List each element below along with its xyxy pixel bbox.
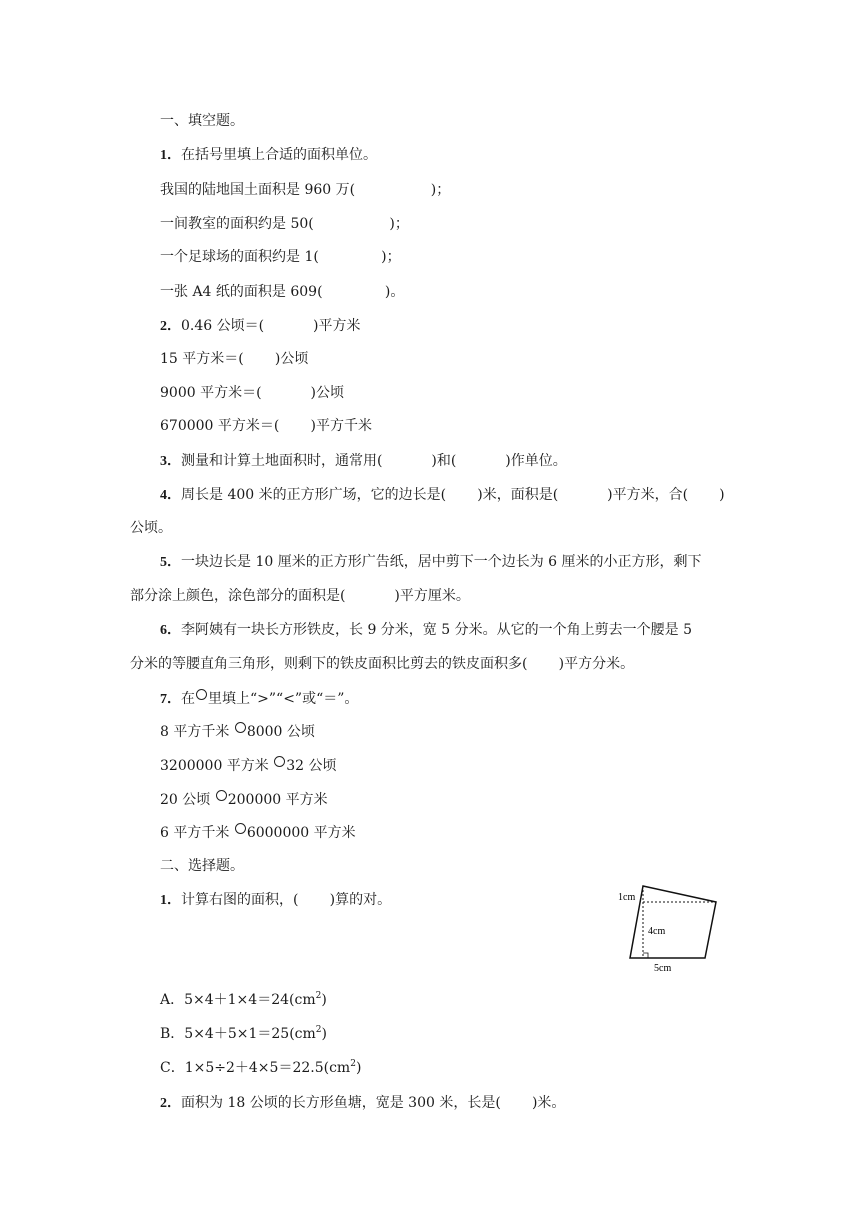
q7-item bbox=[160, 756, 337, 775]
q2-item: 9000 平方米＝( )公顷 bbox=[160, 385, 344, 401]
superscript: 2 bbox=[315, 991, 322, 1001]
option-c-close: ) bbox=[355, 1060, 362, 1076]
q7-item-right: 6000000 平方米 bbox=[246, 825, 356, 841]
option-a[interactable] bbox=[160, 991, 327, 1009]
q1-item: 一张 A4 纸的面积是 609( )。 bbox=[160, 284, 405, 300]
q7-item-left: 20 公顷 bbox=[160, 792, 215, 808]
option-a-close: ) bbox=[321, 992, 327, 1008]
q7-item bbox=[160, 790, 328, 809]
circle-icon[interactable] bbox=[216, 790, 227, 801]
q1-text: 在括号里填上合适的面积单位。 bbox=[181, 147, 377, 163]
q7-item-right: 200000 平方米 bbox=[227, 792, 328, 808]
q3-number: 3． bbox=[160, 454, 181, 469]
superscript: 2 bbox=[315, 1025, 322, 1035]
circle-icon[interactable] bbox=[235, 722, 246, 733]
q2-item: 670000 平方米＝( )平方千米 bbox=[160, 418, 372, 434]
option-c-text: C．1×5÷2＋4×5＝22.5(cm bbox=[160, 1060, 351, 1076]
q7-item bbox=[160, 722, 315, 741]
q5-number: 5． bbox=[160, 555, 181, 570]
option-c[interactable] bbox=[160, 1059, 361, 1077]
trapezoid-figure bbox=[610, 880, 730, 980]
q4-text: 周长是 400 米的正方形广场，它的边长是( )米，面积是( )平方米，合( ) bbox=[181, 487, 725, 503]
s2-q2-stem bbox=[160, 1094, 565, 1113]
q5-line1 bbox=[160, 553, 702, 572]
q4-line1 bbox=[160, 486, 725, 505]
option-b[interactable] bbox=[160, 1025, 327, 1043]
q2-item: 0.46 公顷＝( )平方米 bbox=[181, 318, 361, 334]
q1-stem bbox=[160, 146, 377, 165]
q1-number: 1． bbox=[160, 148, 181, 163]
circle-icon[interactable] bbox=[274, 756, 285, 767]
q3-stem bbox=[160, 452, 567, 471]
figure-label-top: 1cm bbox=[618, 892, 636, 903]
q1-item: 一间教室的面积约是 50( )； bbox=[160, 216, 409, 232]
q1-item: 一个足球场的面积约是 1( )； bbox=[160, 249, 401, 265]
q4-line2: 公顷。 bbox=[130, 520, 172, 536]
q2-number: 2． bbox=[160, 319, 181, 334]
q3-text: 测量和计算土地面积时，通常用( )和( )作单位。 bbox=[181, 453, 567, 469]
q6-line1 bbox=[160, 621, 692, 640]
q7-item-left: 8 平方千米 bbox=[160, 724, 234, 740]
figure-label-bottom: 5cm bbox=[654, 963, 672, 974]
q2-stem bbox=[160, 317, 361, 336]
q2-item: 15 平方米＝( )公顷 bbox=[160, 351, 309, 367]
s2-q2-number: 2． bbox=[160, 1096, 181, 1111]
q6-number: 6． bbox=[160, 623, 181, 638]
q5-line2: 部分涂上颜色，涂色部分的面积是( )平方厘米。 bbox=[130, 588, 470, 604]
s2-q1-number: 1． bbox=[160, 893, 181, 908]
q6-text: 李阿姨有一块长方形铁皮，长 9 分米，宽 5 分米。从它的一个角上剪去一个腰是 5 bbox=[181, 622, 692, 638]
q7-stem bbox=[160, 689, 358, 709]
q7-item-right: 8000 公顷 bbox=[246, 724, 315, 740]
circle-icon bbox=[196, 689, 207, 700]
q7-item-left: 6 平方千米 bbox=[160, 825, 234, 841]
q7-text-b: 里填上“>”“<”或“＝”。 bbox=[208, 691, 359, 707]
s2-q1-stem bbox=[160, 891, 391, 910]
q7-item-right: 32 公顷 bbox=[286, 758, 337, 774]
figure-label-height: 4cm bbox=[648, 926, 666, 937]
section2-heading: 二、选择题。 bbox=[160, 858, 244, 874]
circle-icon[interactable] bbox=[235, 823, 246, 834]
q7-item bbox=[160, 823, 356, 842]
q4-number: 4． bbox=[160, 488, 181, 503]
superscript: 2 bbox=[350, 1059, 356, 1069]
q1-item: 我国的陆地国土面积是 960 万( )； bbox=[160, 182, 451, 198]
option-a-text: A．5×4＋1×4＝24(cm bbox=[160, 992, 316, 1008]
q7-number: 7． bbox=[160, 692, 181, 707]
q7-text-a: 在 bbox=[181, 691, 195, 707]
q5-text: 一块边长是 10 厘米的正方形广告纸，居中剪下一个边长为 6 厘米的小正方形，剩下 bbox=[181, 554, 702, 570]
option-b-close: ) bbox=[321, 1026, 327, 1042]
s2-q1-text: 计算右图的面积，( )算的对。 bbox=[181, 892, 392, 908]
s2-q2-text: 面积为 18 公顷的长方形鱼塘，宽是 300 米，长是( )米。 bbox=[181, 1095, 566, 1111]
q7-item-left: 3200000 平方米 bbox=[160, 758, 274, 774]
q6-line2: 分米的等腰直角三角形，则剩下的铁皮面积比剪去的铁皮面积多( )平方分米。 bbox=[130, 656, 635, 672]
option-b-text: B．5×4＋5×1＝25(cm bbox=[160, 1026, 316, 1042]
section1-heading: 一、填空题。 bbox=[160, 113, 244, 129]
